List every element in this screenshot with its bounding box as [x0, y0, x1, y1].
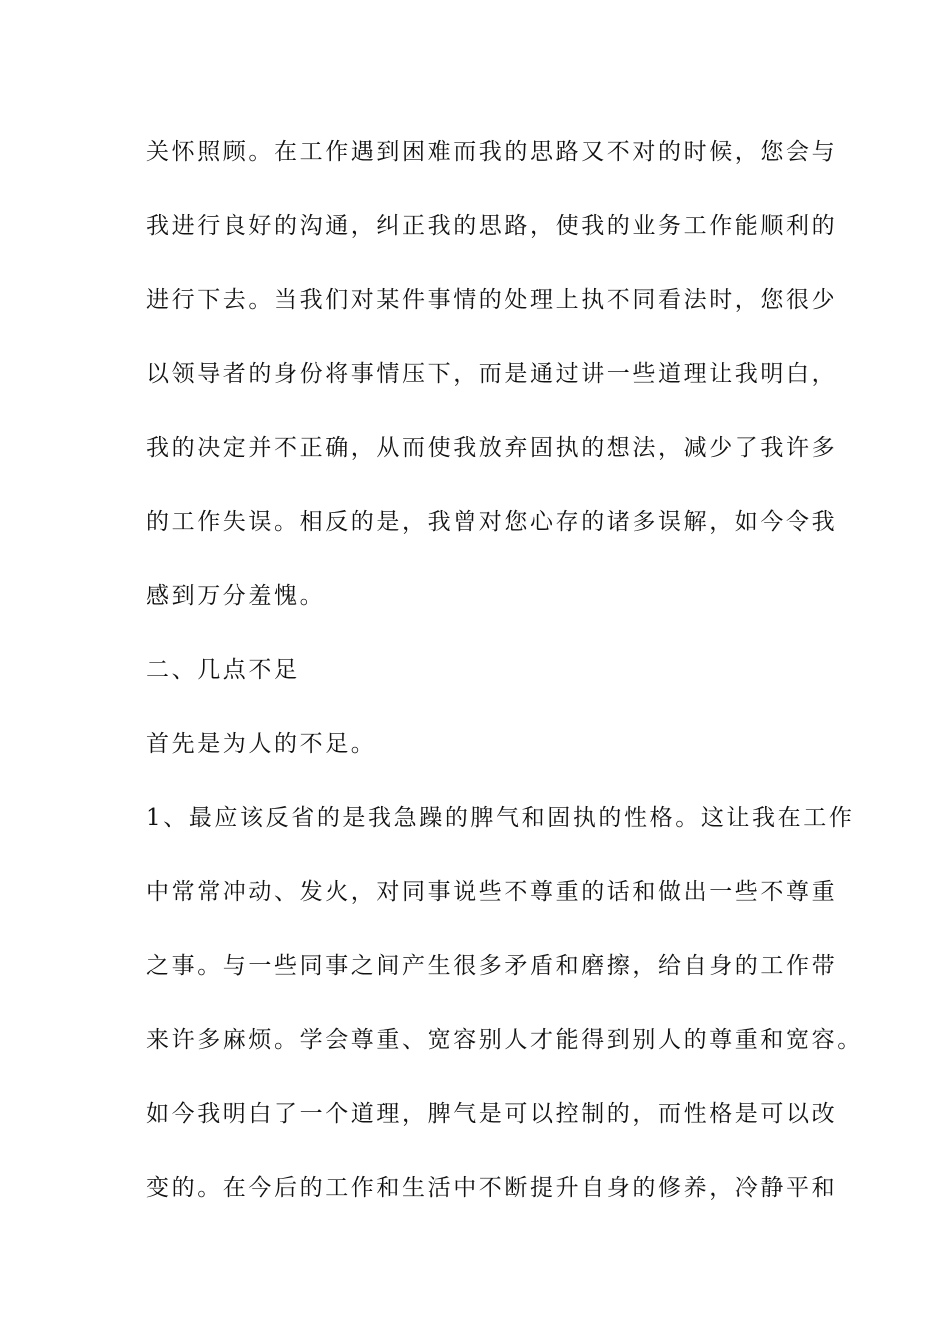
subsection-heading: 首先是为人的不足。 — [146, 731, 377, 757]
paragraph-line: 感到万分羞愧。 — [146, 583, 326, 609]
paragraph-line: 如今我明白了一个道理，脾气是可以控制的，而性格是可以改 — [146, 1101, 838, 1127]
paragraph-line: 1、最应该反省的是我急躁的脾气和固执的性格。这让我在工作 — [146, 805, 855, 831]
paragraph-line: 变的。在今后的工作和生活中不断提升自身的修养，冷静平和 — [146, 1175, 838, 1201]
paragraph-line: 的工作失误。相反的是，我曾对您心存的诸多误解，如今令我 — [146, 509, 838, 535]
paragraph-line: 我的决定并不正确，从而使我放弃固执的想法，减少了我许多 — [146, 435, 838, 461]
paragraph-line: 中常常冲动、发火，对同事说些不尊重的话和做出一些不尊重 — [146, 879, 838, 905]
paragraph-line: 以领导者的身份将事情压下，而是通过讲一些道理让我明白， — [146, 361, 838, 387]
section-heading: 二、几点不足 — [146, 657, 300, 683]
paragraph-line: 我进行良好的沟通，纠正我的思路，使我的业务工作能顺利的 — [146, 213, 838, 239]
paragraph-line: 进行下去。当我们对某件事情的处理上执不同看法时，您很少 — [146, 287, 838, 313]
paragraph-line: 之事。与一些同事之间产生很多矛盾和磨擦，给自身的工作带 — [146, 953, 838, 979]
paragraph-line: 关怀照顾。在工作遇到困难而我的思路又不对的时候，您会与 — [146, 139, 838, 165]
paragraph-line: 来许多麻烦。学会尊重、宽容别人才能得到别人的尊重和宽容。 — [146, 1027, 863, 1053]
